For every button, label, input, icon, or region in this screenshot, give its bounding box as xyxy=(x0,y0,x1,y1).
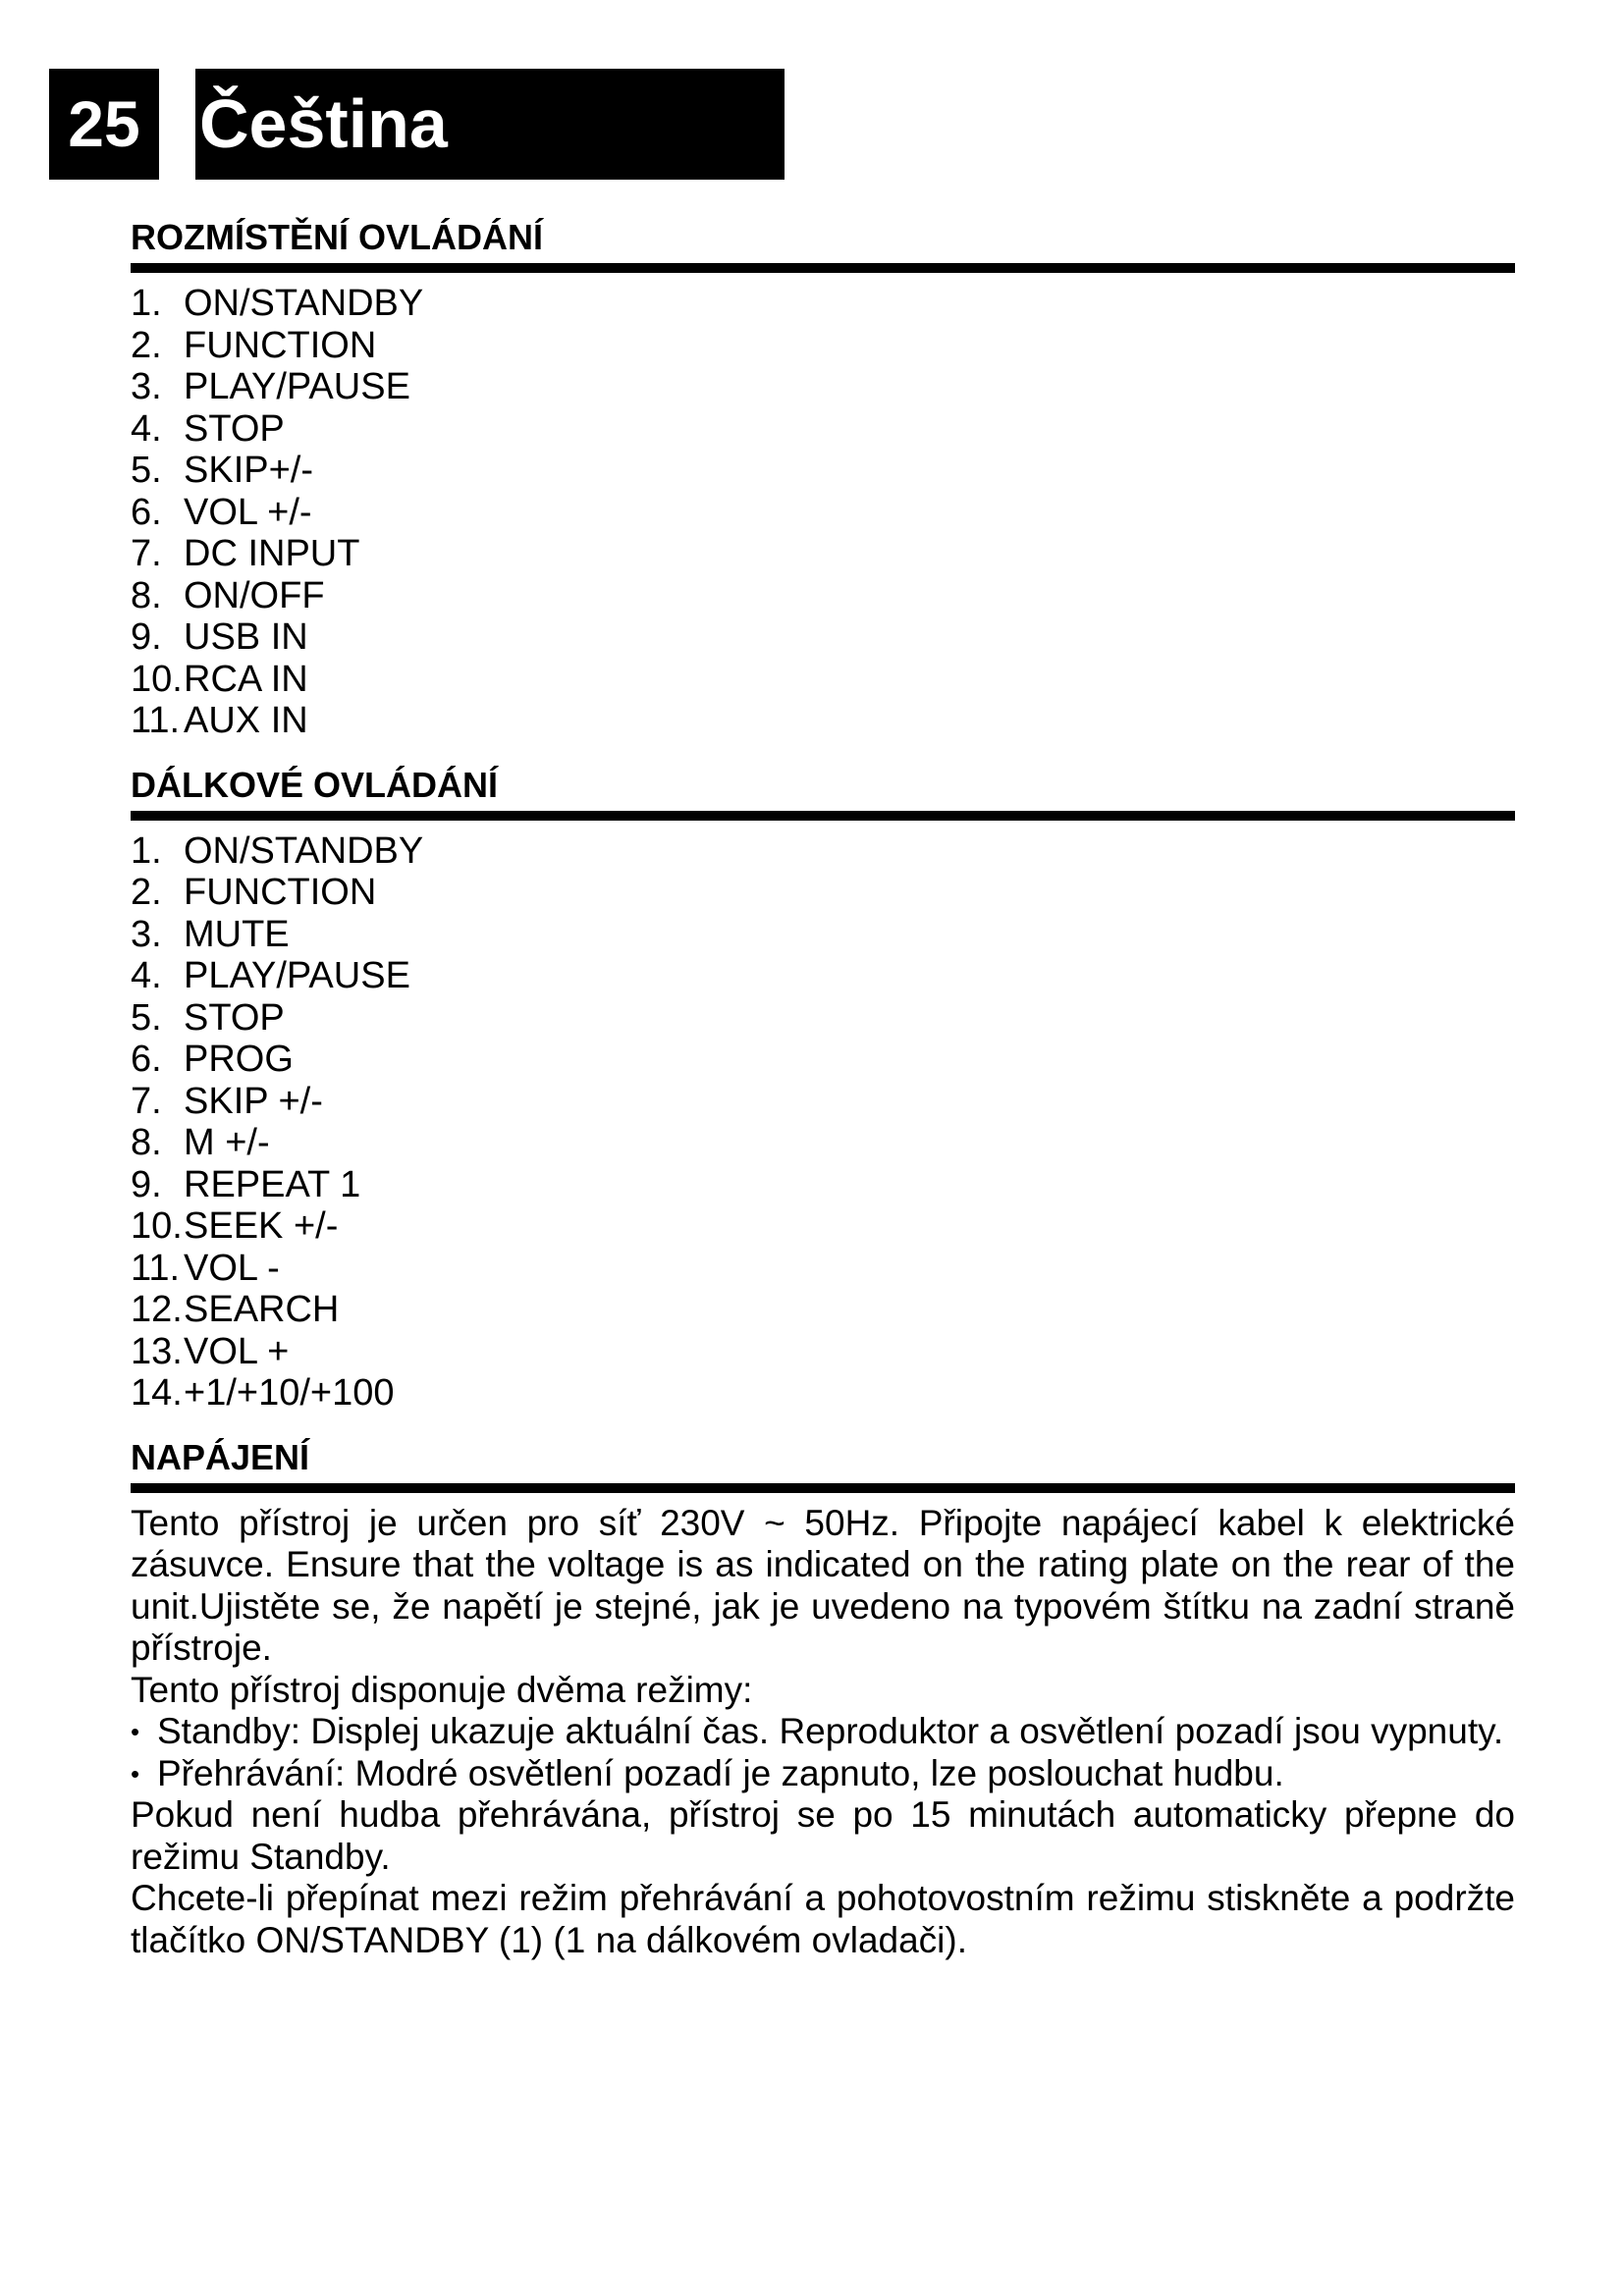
item-label: PLAY/PAUSE xyxy=(184,366,410,407)
list-item xyxy=(131,659,1515,701)
item-label: DC INPUT xyxy=(184,533,360,574)
item-label: VOL +/- xyxy=(184,491,312,533)
item-number: 10. xyxy=(131,658,183,700)
list-item xyxy=(131,1372,1515,1415)
item-label: PROG xyxy=(184,1039,294,1080)
item-label: ON/STANDBY xyxy=(184,829,424,872)
power-heading: NAPÁJENÍ xyxy=(131,1436,1515,1493)
list-item xyxy=(131,1331,1515,1373)
list-item xyxy=(131,408,1515,451)
list-item xyxy=(131,283,1515,325)
item-number: 13. xyxy=(131,1330,183,1372)
item-label: PLAY/PAUSE xyxy=(184,955,410,996)
list-item xyxy=(131,997,1515,1040)
list-item xyxy=(131,533,1515,575)
switch-mode-paragraph: Chcete-li přepínat mezi režim přehrávání a pohotovostním režimu stiskněte a podržte tlačítko ON/STANDBY (1) (1 na dálkovém ovladači). xyxy=(131,1878,1515,1960)
page-number: 25 xyxy=(49,69,159,180)
remote-heading: DÁLKOVÉ OVLÁDÁNÍ xyxy=(131,764,1515,821)
item-label: STOP xyxy=(184,407,285,450)
item-label: REPEAT 1 xyxy=(184,1163,361,1205)
item-label: VOL - xyxy=(184,1247,280,1289)
mode-playback-item: • Přehrávání: Modré osvětlení pozadí je zapnuto, lze poslouchat hudbu. xyxy=(131,1753,1537,1795)
list-item xyxy=(131,700,1515,742)
item-number: 1. xyxy=(131,283,162,324)
list-item xyxy=(131,914,1515,956)
item-number: 3. xyxy=(131,913,162,955)
power-intro-paragraph: Tento přístroj je určen pro síť 230V ~ 50Hz. Připojte napájecí kabel k elektrické zásuvce. Ensure that the voltage is as indicated on the rating plate on the rear of the unit.Ujistěte se, že napětí je stejné, jak je uvedeno na typovém štítku na zadní straně přístroje. xyxy=(131,1502,1515,1668)
list-item xyxy=(131,1164,1515,1206)
item-number: 6. xyxy=(131,1039,162,1080)
item-number: 2. xyxy=(131,872,162,913)
item-number: 5. xyxy=(131,996,162,1039)
item-number: 9. xyxy=(131,1163,162,1205)
remote-list xyxy=(131,830,1515,1415)
item-number: 10. xyxy=(131,1205,183,1247)
page-content xyxy=(131,216,1515,1961)
item-number: 11. xyxy=(131,1247,181,1289)
item-label: RCA IN xyxy=(184,658,308,700)
list-item xyxy=(131,1289,1515,1331)
item-number: 1. xyxy=(131,829,162,872)
mode-standby-item: • Standby: Displej ukazuje aktuální čas. Reproduktor a osvětlení pozadí jsou vypnuty. xyxy=(131,1711,1537,1753)
list-item xyxy=(131,1081,1515,1123)
item-label: M +/- xyxy=(184,1122,270,1163)
item-label: SEEK +/- xyxy=(184,1205,339,1247)
item-number: 9. xyxy=(131,616,162,658)
controls-heading: ROZMÍSTĚNÍ OVLÁDÁNÍ xyxy=(131,216,1515,273)
list-item xyxy=(131,872,1515,914)
item-number: 7. xyxy=(131,533,162,574)
list-item xyxy=(131,1039,1515,1081)
item-label: SEARCH xyxy=(184,1289,340,1330)
list-item xyxy=(131,1248,1515,1290)
item-label: ON/OFF xyxy=(184,574,325,616)
list-item xyxy=(131,325,1515,367)
item-number: 4. xyxy=(131,955,162,996)
list-item xyxy=(131,366,1515,408)
item-number: 4. xyxy=(131,407,162,450)
item-number: 12. xyxy=(131,1289,183,1330)
list-item xyxy=(131,1205,1515,1248)
item-label: USB IN xyxy=(184,616,308,658)
item-number: 14. xyxy=(131,1372,183,1414)
item-number: 3. xyxy=(131,366,162,407)
item-number: 5. xyxy=(131,450,162,491)
list-item xyxy=(131,1122,1515,1164)
auto-standby-paragraph: Pokud není hudba přehrávána, přístroj se po 15 minutách automaticky přepne do režimu Standby. xyxy=(131,1794,1515,1877)
list-item xyxy=(131,616,1515,659)
item-number: 11. xyxy=(131,700,181,741)
item-number: 2. xyxy=(131,324,162,366)
modes-list xyxy=(131,1711,1537,1794)
list-item xyxy=(131,575,1515,617)
modes-intro-paragraph: Tento přístroj disponuje dvěma režimy: xyxy=(131,1669,753,1710)
item-label: ON/STANDBY xyxy=(184,283,424,324)
item-label: SKIP+/- xyxy=(184,450,313,491)
item-label: +1/+10/+100 xyxy=(184,1372,395,1414)
controls-list xyxy=(131,283,1515,742)
item-label: STOP xyxy=(184,996,285,1039)
item-label: VOL + xyxy=(184,1330,290,1372)
item-label: SKIP +/- xyxy=(184,1080,323,1122)
list-item xyxy=(131,492,1515,534)
item-label: FUNCTION xyxy=(184,872,377,913)
item-number: 8. xyxy=(131,1122,162,1163)
item-label: FUNCTION xyxy=(184,324,377,366)
item-label: AUX IN xyxy=(184,700,308,741)
list-item xyxy=(131,955,1515,997)
list-item xyxy=(131,830,1515,873)
item-number: 6. xyxy=(131,491,162,533)
list-item xyxy=(131,450,1515,492)
item-label: MUTE xyxy=(184,913,290,955)
language-title: Čeština xyxy=(195,69,785,180)
item-number: 8. xyxy=(131,574,162,616)
item-number: 7. xyxy=(131,1080,162,1122)
